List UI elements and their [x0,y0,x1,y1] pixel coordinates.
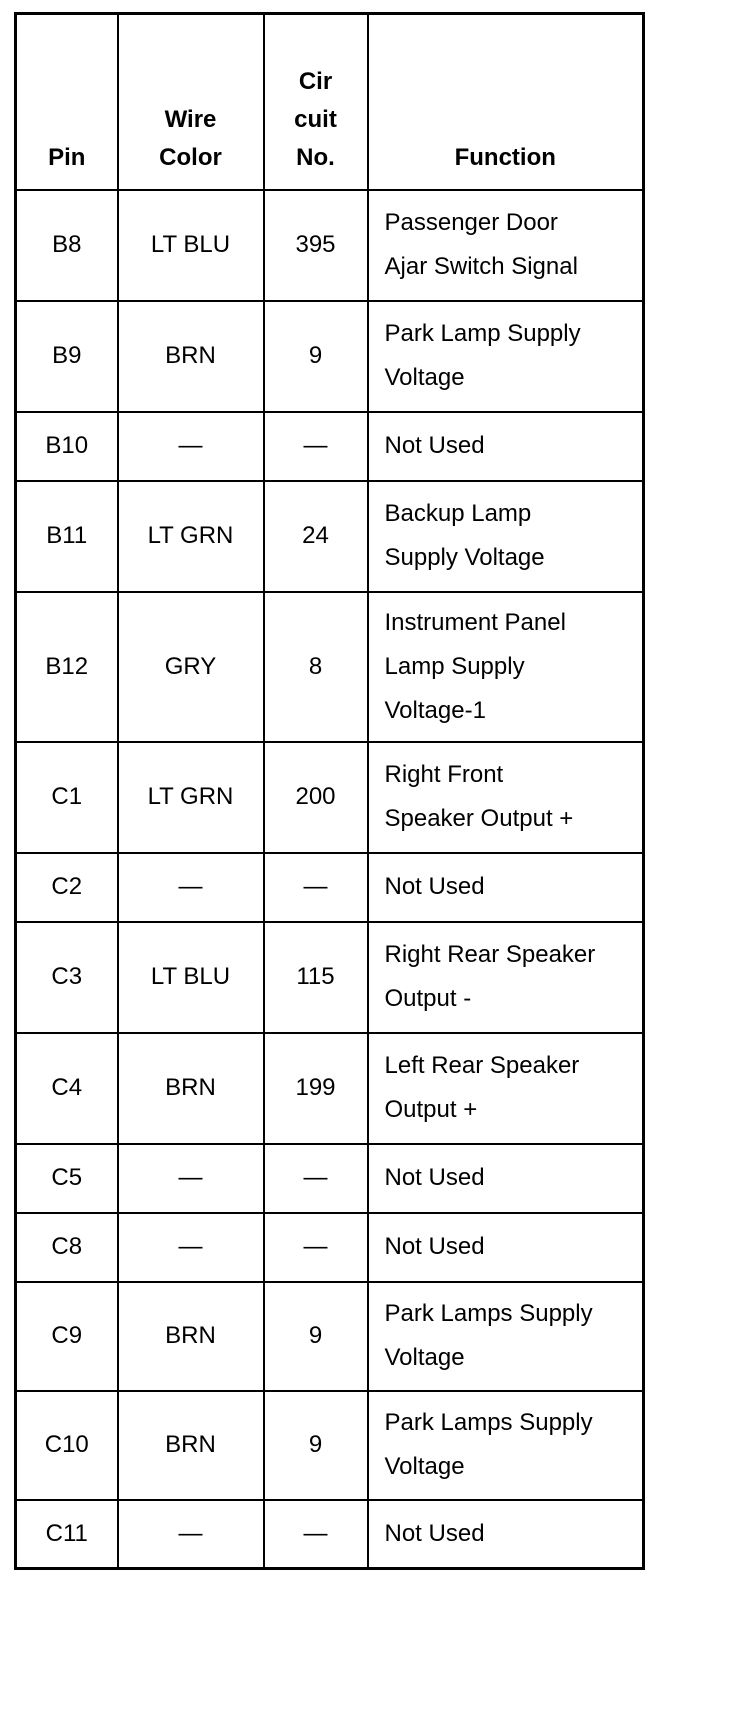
table-row [16,1033,644,1144]
function-cell [368,301,644,412]
circuit-cell: 395 [264,190,368,301]
table-row [16,1213,644,1282]
function-cell [368,1213,644,1282]
circuit-cell: — [264,1144,368,1213]
pin-cell: C2 [16,853,118,922]
header-pin [16,14,118,190]
pin-cell: B12 [16,592,118,742]
wire-color-cell: — [118,1144,264,1213]
function-line: Voltage [384,1344,465,1371]
circuit-cell: 8 [264,592,368,742]
function-cell [368,1144,644,1213]
function-cell [368,742,644,853]
function-cell [368,922,644,1033]
header-wire-color [118,14,264,190]
function-line: Passenger Door [384,209,558,236]
circuit-cell: — [264,1213,368,1282]
circuit-cell: 9 [264,1391,368,1500]
function-line: Not Used [384,1233,485,1260]
header-circuit-label-1: Cir [298,67,333,95]
function-line: Voltage [384,364,465,391]
function-cell [368,592,644,742]
function-line: Not Used [384,1164,485,1191]
pin-cell: B10 [16,412,118,481]
table-row [16,1282,644,1391]
table-row [16,922,644,1033]
pin-cell: C3 [16,922,118,1033]
wire-color-cell: BRN [118,1391,264,1500]
function-cell [368,1391,644,1500]
function-line: Ajar Switch Signal [384,253,578,280]
wire-color-cell: BRN [118,1033,264,1144]
circuit-cell: 199 [264,1033,368,1144]
pin-cell: C11 [16,1500,118,1569]
header-circuit-label-3: No. [296,143,335,171]
function-cell [368,412,644,481]
function-line: Not Used [384,1519,485,1547]
pin-cell: C1 [16,742,118,853]
pin-cell: B11 [16,481,118,592]
wire-color-cell: LT BLU [118,190,264,301]
circuit-cell: — [264,853,368,922]
function-cell [368,1282,644,1391]
wire-color-cell: — [118,412,264,481]
wire-color-cell: LT BLU [118,922,264,1033]
header-function [368,14,644,190]
pin-cell: C9 [16,1282,118,1391]
function-line: Instrument Panel [384,608,566,636]
wire-color-cell: GRY [118,592,264,742]
function-line: Output - [384,985,472,1012]
connector-pinout-table [14,12,645,1570]
function-line: Right Front [384,761,504,788]
circuit-cell: 24 [264,481,368,592]
header-wire-label-2: Color [159,143,222,171]
table-row [16,481,644,592]
function-line: Speaker Output + [384,805,574,832]
circuit-cell: 9 [264,301,368,412]
wire-color-cell: — [118,1500,264,1569]
function-line: Supply Voltage [384,544,545,571]
function-line: Not Used [384,432,485,459]
pin-cell: B8 [16,190,118,301]
wire-color-cell: — [118,1213,264,1282]
table-row [16,190,644,301]
circuit-cell: — [264,1500,368,1569]
table-row [16,853,644,922]
circuit-cell: 200 [264,742,368,853]
function-line: Output + [384,1096,478,1123]
pin-cell: C10 [16,1391,118,1500]
pin-cell: B9 [16,301,118,412]
function-line: Voltage [384,1453,465,1480]
function-line: Park Lamps Supply [384,1409,593,1436]
circuit-cell: 9 [264,1282,368,1391]
wire-color-cell: — [118,853,264,922]
circuit-cell: 115 [264,922,368,1033]
function-cell [368,853,644,922]
wire-color-cell: LT GRN [118,481,264,592]
header-row [16,14,644,190]
function-cell [368,190,644,301]
header-wire-label-1: Wire [164,105,217,133]
function-line: Park Lamps Supply [384,1300,593,1327]
wire-color-cell: BRN [118,301,264,412]
function-line: Voltage-1 [384,696,486,724]
wire-color-cell: LT GRN [118,742,264,853]
table-row [16,412,644,481]
function-cell [368,1500,644,1569]
function-line: Backup Lamp [384,500,532,527]
wire-color-cell: BRN [118,1282,264,1391]
header-circuit-no [264,14,368,190]
function-cell [368,481,644,592]
function-line: Lamp Supply [384,652,525,680]
function-cell [368,1033,644,1144]
function-line: Left Rear Speaker [384,1052,580,1079]
table-row [16,1144,644,1213]
header-circuit-label-2: cuit [294,105,337,133]
function-line: Park Lamp Supply [384,320,581,347]
pin-cell: C8 [16,1213,118,1282]
table-row [16,1391,644,1500]
table-row [16,301,644,412]
pin-cell: C5 [16,1144,118,1213]
header-function-label: Function [454,143,556,171]
table-row [16,742,644,853]
circuit-cell: — [264,412,368,481]
pin-cell: C4 [16,1033,118,1144]
header-pin-label: Pin [48,143,86,171]
function-line: Not Used [384,873,485,900]
table-row [16,1500,644,1569]
function-line: Right Rear Speaker [384,941,596,968]
table-row [16,592,644,742]
